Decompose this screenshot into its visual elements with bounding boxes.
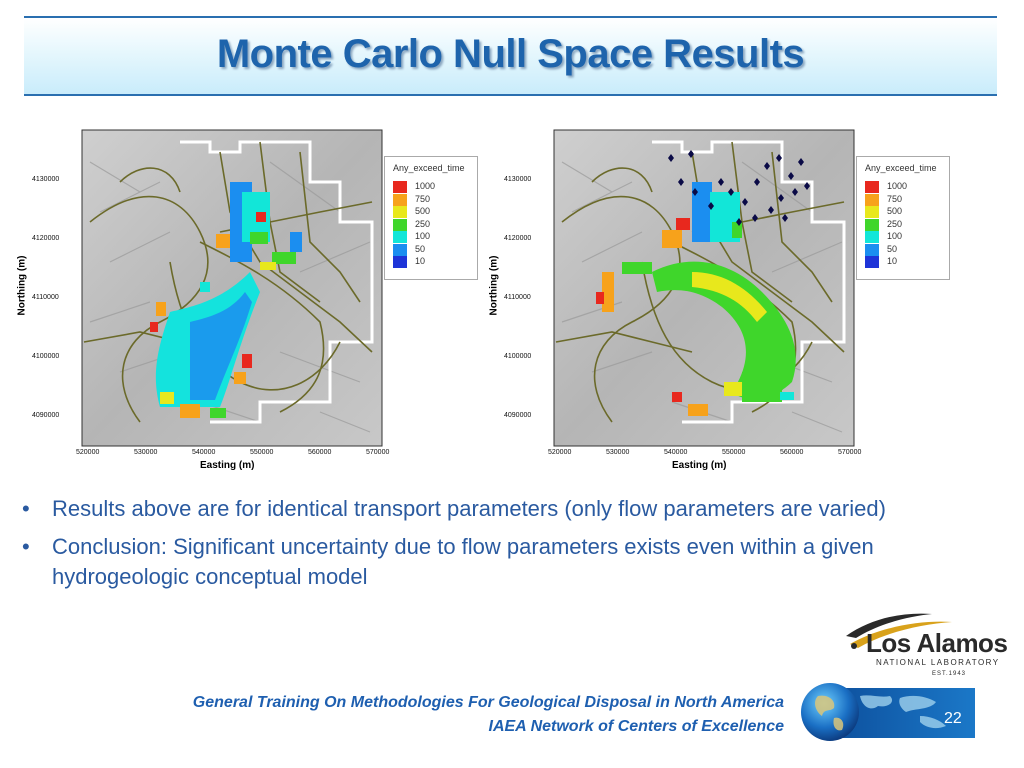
x-tick-label: 530000 (606, 449, 630, 456)
y-tick-label: 4090000 (504, 412, 532, 419)
x-tick-label: 560000 (308, 449, 332, 456)
x-axis-label-right: Easting (m) (672, 460, 727, 471)
x-tick-label: 520000 (548, 449, 572, 456)
title-band (24, 16, 997, 96)
legend-swatch (865, 219, 879, 231)
los-alamos-logo (842, 608, 1012, 680)
y-tick-label: 4110000 (504, 294, 531, 301)
legend-swatch (865, 206, 879, 218)
globe-banner (800, 682, 975, 742)
legend-swatch (865, 244, 879, 256)
x-axis-label-left: Easting (m) (200, 460, 255, 471)
x-tick-label: 540000 (192, 449, 216, 456)
y-ticks-right (504, 122, 554, 462)
legend-label: 50 (887, 243, 898, 254)
bullet-text: Conclusion: Significant uncertainty due to flow parameters exists even within a given hydrogeologic conceptual model (52, 534, 874, 589)
legend-swatch (865, 231, 879, 243)
legend-label: 100 (887, 231, 903, 241)
page-number: 22 (944, 710, 962, 727)
logo-est: EST.1943 (932, 671, 967, 677)
y-tick-label: 4130000 (32, 176, 60, 183)
legend-swatch (393, 206, 407, 218)
legend-label: 100 (415, 231, 431, 241)
y-tick-label: 4110000 (32, 294, 59, 301)
legend-swatch (393, 256, 407, 268)
slide-title: Monte Carlo Null Space Results (216, 32, 805, 76)
legend-left (384, 156, 478, 280)
legend-label: 500 (887, 206, 903, 216)
y-tick-label: 4120000 (504, 235, 532, 242)
x-tick-label: 550000 (250, 449, 274, 456)
legend-swatch (393, 181, 407, 193)
y-tick-label: 4120000 (32, 235, 60, 242)
legend-title: Any_exceed_time (865, 163, 937, 173)
x-tick-label: 530000 (134, 449, 158, 456)
bullet-item (22, 532, 972, 592)
legend-swatch (865, 194, 879, 206)
bullet-list (22, 494, 972, 600)
legend-swatch (865, 181, 879, 193)
y-tick-label: 4100000 (504, 353, 532, 360)
x-tick-label: 540000 (664, 449, 688, 456)
y-axis-label-right: Northing (m) (488, 255, 500, 316)
x-tick-label: 550000 (722, 449, 746, 456)
y-tick-label: 4130000 (504, 176, 532, 183)
legend-label: 10 (887, 256, 898, 266)
legend-swatch (393, 231, 407, 243)
legend-swatch (393, 219, 407, 231)
bullet-text: Results above are for identical transport parameters (only flow parameters are varied) (52, 496, 886, 521)
x-tick-label: 570000 (838, 449, 862, 456)
legend-label: 750 (415, 193, 431, 204)
logo-subtitle: NATIONAL LABORATORY (876, 658, 1000, 667)
x-tick-label: 520000 (76, 449, 100, 456)
legend-swatch (865, 256, 879, 268)
logo-name: Los Alamos (866, 628, 1008, 658)
legend-label: 750 (887, 193, 903, 204)
legend-label: 50 (415, 243, 426, 254)
y-ticks-left (32, 122, 82, 462)
legend-label: 250 (887, 218, 903, 229)
legend-swatch (393, 194, 407, 206)
y-axis-label-left: Northing (m) (16, 255, 28, 316)
x-tick-label: 570000 (366, 449, 390, 456)
bullet-dot: • (22, 534, 30, 559)
legend-label: 250 (415, 218, 431, 229)
bullet-item (22, 494, 972, 524)
legend-label: 500 (415, 206, 431, 216)
legend-swatch (393, 244, 407, 256)
legend-label: 1000 (415, 181, 436, 191)
legend-title: Any_exceed_time (393, 163, 465, 173)
footer-line-2: IAEA Network of Centers of Excellence (488, 718, 784, 735)
footer-line-1: General Training On Methodologies For Geological Disposal in North America (192, 694, 784, 711)
y-tick-label: 4100000 (32, 353, 60, 360)
legend-label: 10 (415, 256, 426, 266)
x-tick-label: 560000 (780, 449, 804, 456)
y-tick-label: 4090000 (32, 412, 60, 419)
legend-label: 1000 (887, 181, 908, 191)
legend-right (856, 156, 950, 280)
bullet-dot: • (22, 496, 30, 521)
